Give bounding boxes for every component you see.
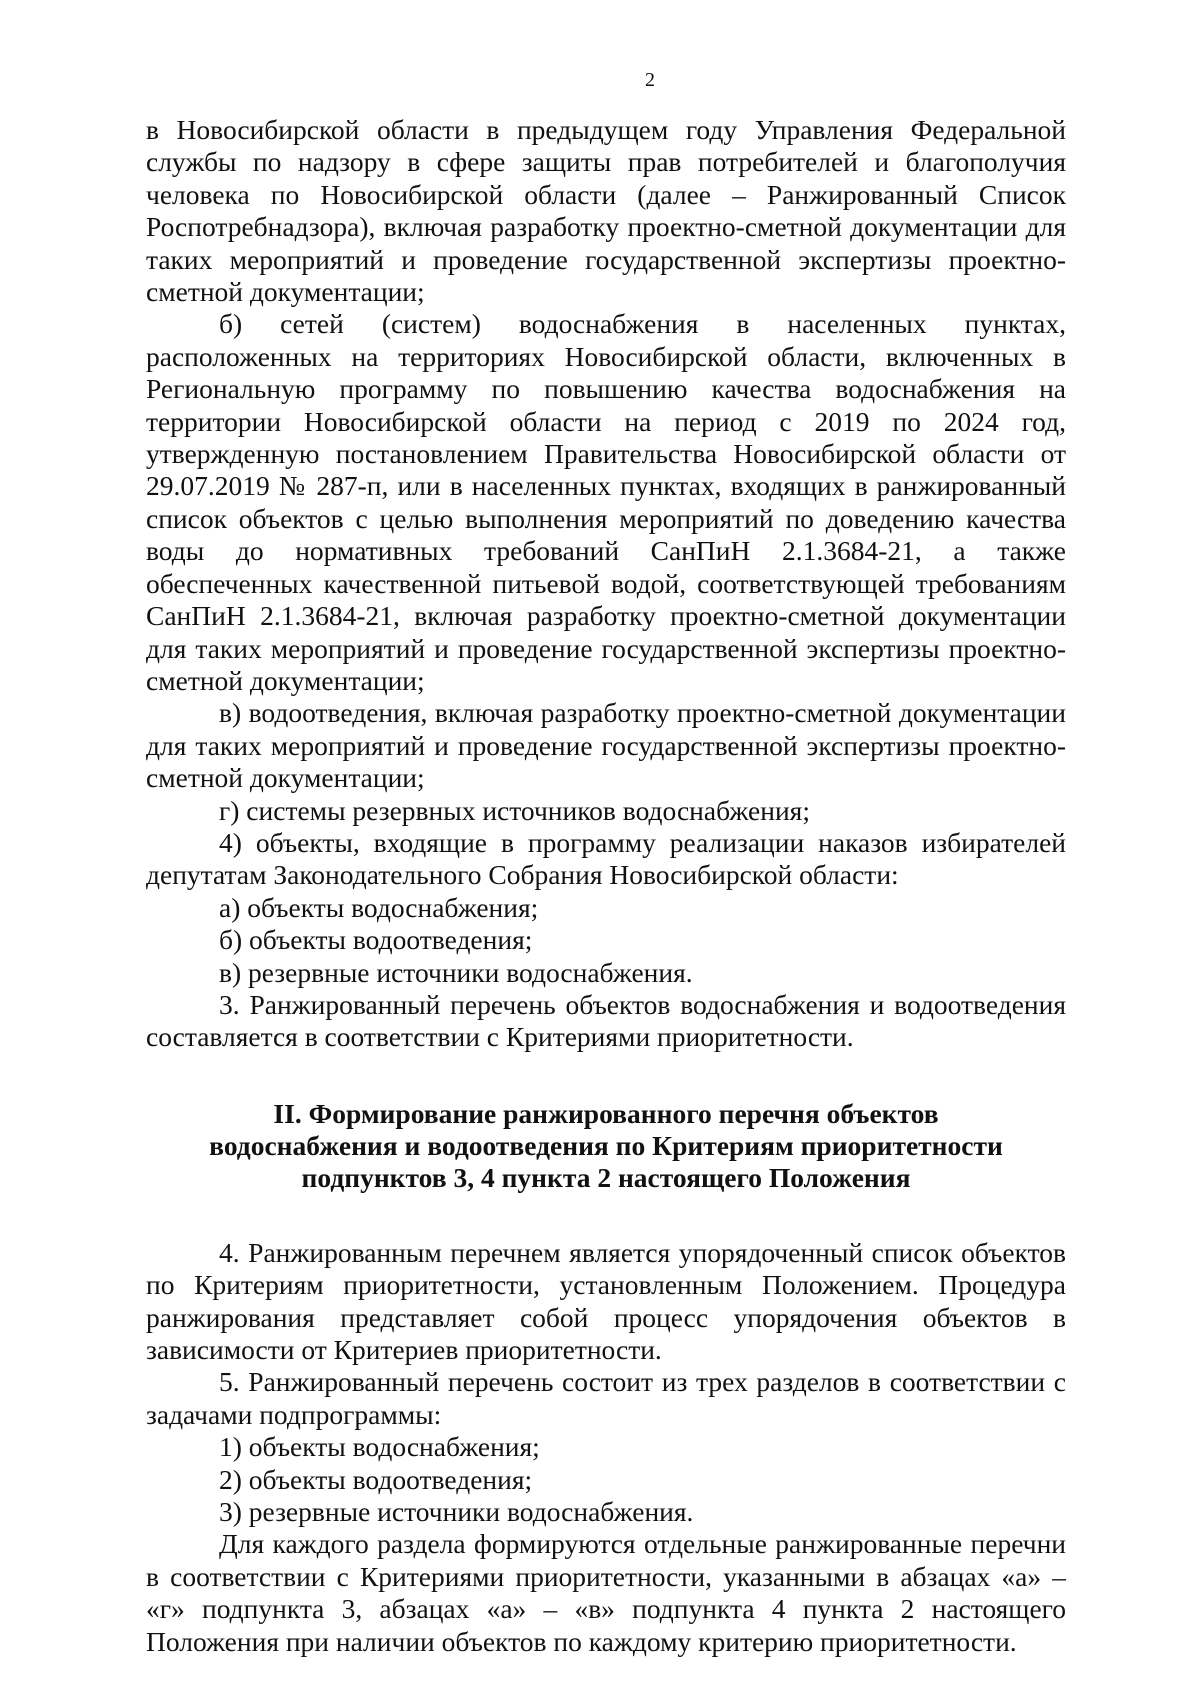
paragraph: 1) объекты водоснабжения;: [219, 1431, 540, 1463]
paragraph: Для каждого раздела формируются отдельные ранжированные перечни в соответствии с Критериями приоритетности, указанными в абзацах «а» – «г» подпункта 3, абзацах «а» – «в» подпункта 4 пункта 2 настоящего Положения при наличии объектов по каждому критерию приоритетности.: [146, 1528, 1066, 1657]
paragraph: б) сетей (систем) водоснабжения в населенных пунктах, расположенных на территориях Новосибирской области, включенных в Региональную программу по повышению качества водоснабжения на территории Новосибирской области на период с 2019 по 2024 год, утвержденную постановлением Правительства Новосибирской области от 29.07.2019 № 287-п, или в населенных пунктах, входящих в ранжированный список объектов с целью выполнения мероприятий по доведению качества воды до нормативных требований СанПиН 2.1.3684-21, а также обеспеченных качественной питьевой водой, соответствующей требованиям СанПиН 2.1.3684-21, включая разработку проектно-сметной документации для таких мероприятий и проведение государственной экспертизы проектно-сметной документации;: [146, 308, 1066, 696]
paragraph: 5. Ранжированный перечень состоит из трех разделов в соответствии с задачами подпрограммы:: [146, 1366, 1066, 1430]
section-heading-line: подпунктов 3, 4 пункта 2 настоящего Положения: [301, 1161, 911, 1193]
paragraph: г) системы резервных источников водоснабжения;: [219, 794, 810, 826]
paragraph: а) объекты водоснабжения;: [219, 891, 539, 923]
paragraph: 3. Ранжированный перечень объектов водоснабжения и водоотведения составляется в соответствии с Критериями приоритетности.: [146, 988, 1066, 1053]
paragraph: 3) резервные источники водоснабжения.: [219, 1496, 694, 1528]
paragraph: в) резервные источники водоснабжения.: [219, 956, 693, 988]
paragraph: б) объекты водоотведения;: [219, 924, 533, 956]
paragraph: в) водоотведения, включая разработку проектно-сметной документации для таких мероприятий и проведение государственной экспертизы проектно-сметной документации;: [146, 697, 1066, 794]
paragraph: в Новосибирской области в предыдущем году Управления Федеральной службы по надзору в сфере защиты прав потребителей и благополучия человека по Новосибирской области (далее – Ранжированный Список Роспотребнадзора), включая разработку проектно-сметной документации для таких мероприятий и проведение государственной экспертизы проектно-сметной документации;: [146, 114, 1066, 308]
section-heading-line: водоснабжения и водоотведения по Критериям приоритетности: [209, 1129, 1003, 1161]
paragraph: 2) объекты водоотведения;: [219, 1463, 533, 1495]
paragraph: 4. Ранжированным перечнем является упорядоченный список объектов по Критериям приоритетности, установленным Положением. Процедура ранжирования представляет собой процесс упорядочения объектов в зависимости от Критериев приоритетности.: [146, 1236, 1066, 1365]
section-heading: [146, 1098, 1066, 1194]
section-heading-line: II. Формирование ранжированного перечня объектов: [273, 1097, 939, 1129]
page-number: 2: [645, 69, 655, 91]
paragraph: 4) объекты, входящие в программу реализации наказов избирателей депутатам Законодательного Собрания Новосибирской области:: [146, 826, 1066, 891]
document-body: [146, 114, 1066, 1658]
